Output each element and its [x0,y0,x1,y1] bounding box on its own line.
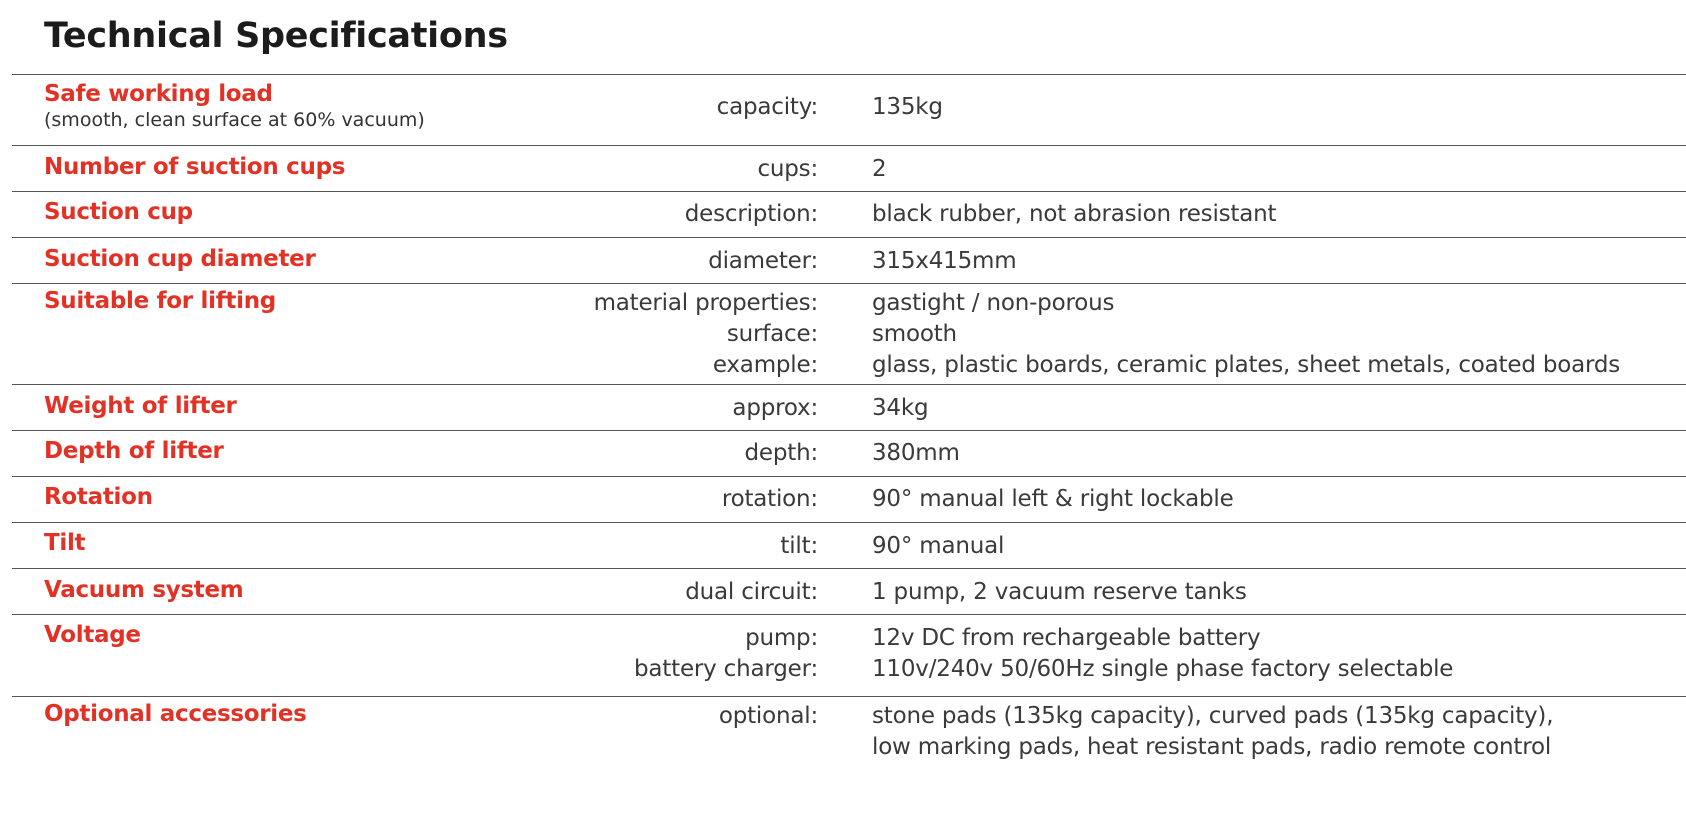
spec-value: 380mm [872,440,960,466]
spec-lines [12,531,1686,562]
spec-note: (smooth, clean surface at 60% vacuum) [44,109,425,131]
spec-row [12,697,1686,773]
spec-value: 135kg [872,94,943,120]
spec-lines [12,393,1686,424]
spec-name: Suction cup diameter [44,246,316,272]
spec-key: description: [684,201,818,227]
spec-line [12,438,1686,469]
spec-key: pump: [745,625,818,651]
spec-key: approx: [732,395,818,421]
spec-key: battery charger: [634,656,818,682]
spec-line [12,484,1686,515]
spec-row [12,146,1686,192]
spec-line [12,350,1686,381]
spec-value: smooth [872,321,957,347]
spec-table [12,74,1686,773]
spec-row [12,477,1686,523]
spec-line [12,199,1686,230]
spec-lines [12,199,1686,230]
spec-name: Depth of lifter [44,438,224,464]
spec-row [12,385,1686,431]
spec-value: gastight / non-porous [872,290,1115,316]
spec-line [12,393,1686,424]
spec-value: stone pads (135kg capacity), curved pads (135kg capacity), [872,703,1554,729]
spec-line [12,531,1686,562]
spec-name: Voltage [44,622,141,648]
spec-line [12,246,1686,277]
spec-row [12,192,1686,238]
spec-lines [12,92,1686,123]
spec-row [12,238,1686,284]
spec-key: diameter: [708,248,818,274]
spec-value: 110v/240v 50/60Hz single phase factory selectable [872,656,1454,682]
spec-row [12,523,1686,569]
spec-key: example: [712,352,818,378]
spec-line [12,654,1686,685]
spec-value: black rubber, not abrasion resistant [872,201,1277,227]
spec-line [12,701,1686,732]
spec-value: glass, plastic boards, ceramic plates, sheet metals, coated boards [872,352,1621,378]
spec-line [12,92,1686,123]
spec-key: tilt: [780,533,818,559]
spec-row [12,75,1686,146]
spec-key: cups: [757,156,818,182]
spec-lines [12,288,1686,381]
spec-lines [12,438,1686,469]
spec-lines [12,484,1686,515]
spec-line [12,319,1686,350]
spec-value: 90° manual left & right lockable [872,486,1234,512]
spec-key: surface: [726,321,818,347]
spec-name: Suction cup [44,199,193,225]
spec-lines [12,623,1686,685]
spec-line [12,732,1686,763]
spec-value: 2 [872,156,887,182]
spec-lines [12,577,1686,608]
page-title: Technical Specifications [44,16,508,56]
spec-value: low marking pads, heat resistant pads, radio remote control [872,734,1552,760]
spec-name: Optional accessories [44,701,307,727]
spec-line [12,288,1686,319]
spec-key: rotation: [721,486,818,512]
spec-row [12,615,1686,697]
spec-key: material properties: [593,290,818,316]
spec-name: Suitable for lifting [44,288,276,314]
spec-row [12,569,1686,615]
spec-name: Weight of lifter [44,393,237,419]
spec-lines [12,246,1686,277]
spec-lines [12,154,1686,185]
spec-name: Rotation [44,484,153,510]
spec-lines [12,701,1686,763]
spec-key: depth: [744,440,818,466]
spec-value: 12v DC from rechargeable battery [872,625,1261,651]
spec-key: dual circuit: [685,579,818,605]
spec-line [12,623,1686,654]
spec-value: 90° manual [872,533,1005,559]
spec-value: 1 pump, 2 vacuum reserve tanks [872,579,1247,605]
spec-name: Tilt [44,530,86,556]
spec-key: optional: [718,703,818,729]
spec-name: Safe working load [44,81,273,107]
spec-value: 34kg [872,395,929,421]
spec-row [12,284,1686,385]
spec-name: Vacuum system [44,577,244,603]
spec-row [12,431,1686,477]
spec-name: Number of suction cups [44,154,346,180]
spec-value: 315x415mm [872,248,1017,274]
spec-line [12,577,1686,608]
spec-line [12,154,1686,185]
spec-key: capacity: [716,94,818,120]
